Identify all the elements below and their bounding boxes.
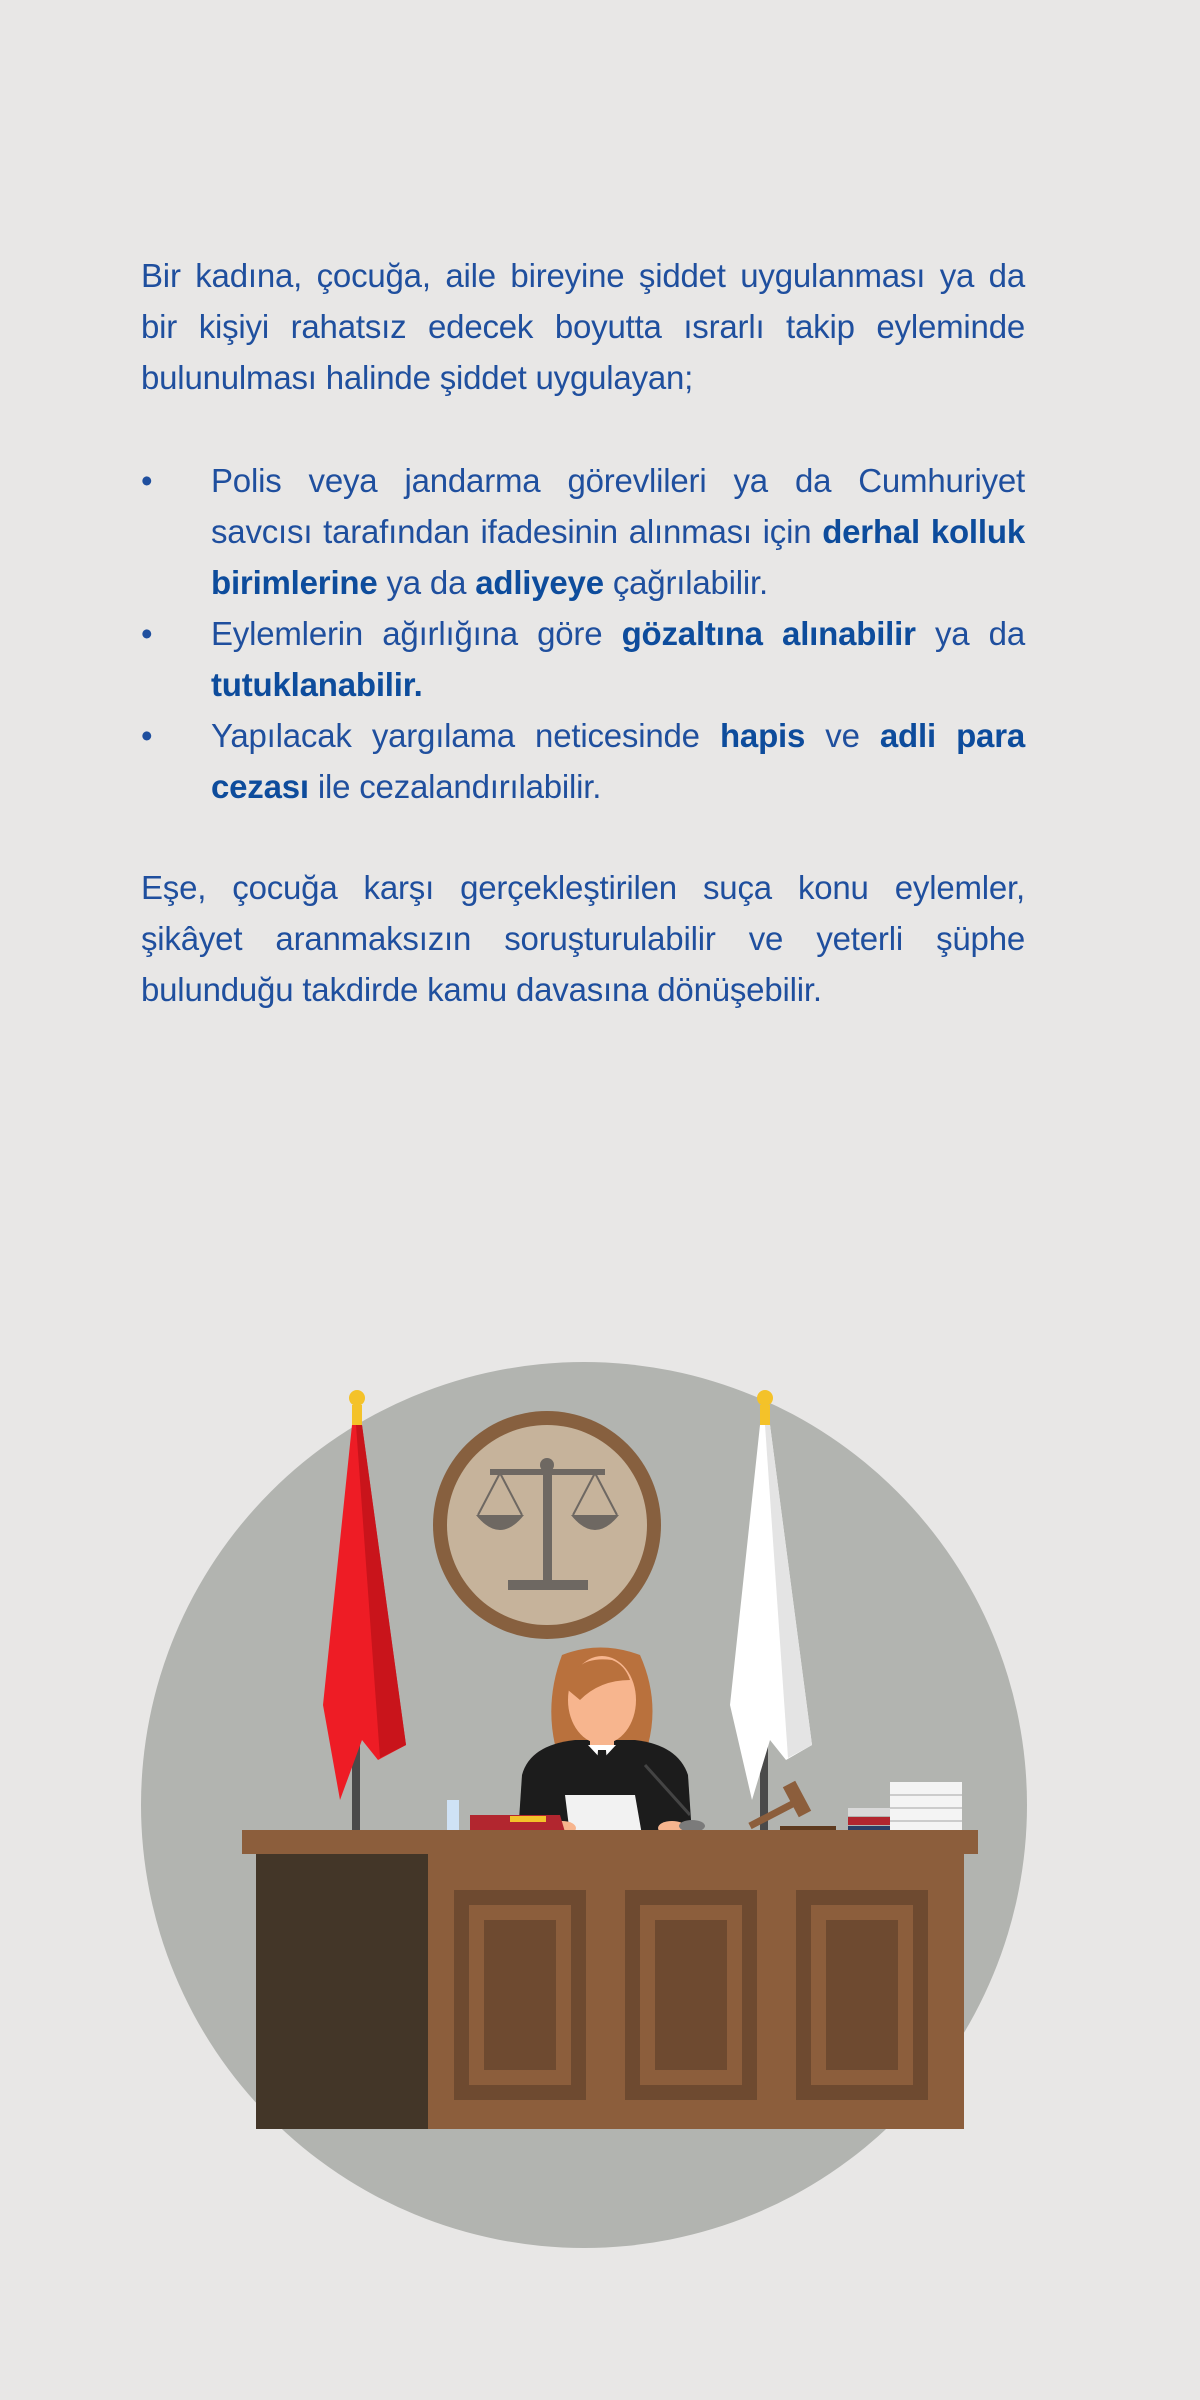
list-item-bold: gözaltına alınabilir [621,615,916,652]
list-item-text: ya da [915,615,1025,652]
list-item-text: ile cezalandırılabilir. [308,768,602,805]
list-item-bold: tutuklanabilir. [211,666,423,703]
list-item-text: ve [805,717,880,754]
courtroom-illustration [0,1360,1200,2260]
list-item-bold: adliyeye [475,564,604,601]
bullet-marker: • [141,615,153,652]
list-item-bold: adli para cezası [211,717,1026,805]
list-item [141,455,1025,608]
list-item-bold: hapis [719,717,806,754]
consequences-list [141,455,1025,812]
closing-paragraph [141,862,1025,1015]
scales-of-justice-icon [433,1411,661,1639]
list-item-text: Eylemlerin ağırlığına göre [211,615,622,652]
list-item-bold: derhal kolluk birimlerine [211,513,1025,601]
list-item [141,710,1025,812]
list-item-text: Polis veya jandarma görevlileri ya da Cumhuriyet savcısı tarafından ifadesinin alınması için [211,462,1025,550]
list-item-text: ya da [377,564,476,601]
water-glass [447,1800,459,1830]
list-item [141,608,1025,710]
list-item-text: çağrılabilir. [603,564,768,601]
closing-text: Eşe, çocuğa karşı gerçekleştirilen suça konu eylemler, şikâyet aranmaksızın soruşturulabilir ve yeterli şüphe bulunduğu takdirde kamu davasına dönüşebilir. [141,869,1025,1008]
intro-paragraph [141,250,1025,403]
bullet-marker: • [141,717,153,754]
intro-text: Bir kadına, çocuğa, aile bireyine şiddet uygulanması ya da bir kişiyi rahatsız edecek boyutta ısrarlı takip eyleminde bulunulması halinde şiddet uygulayan; [141,257,1025,396]
list-item-text: Yapılacak yargılama neticesinde [211,717,720,754]
bullet-marker: • [141,462,153,499]
judge-desk [242,1830,978,2129]
